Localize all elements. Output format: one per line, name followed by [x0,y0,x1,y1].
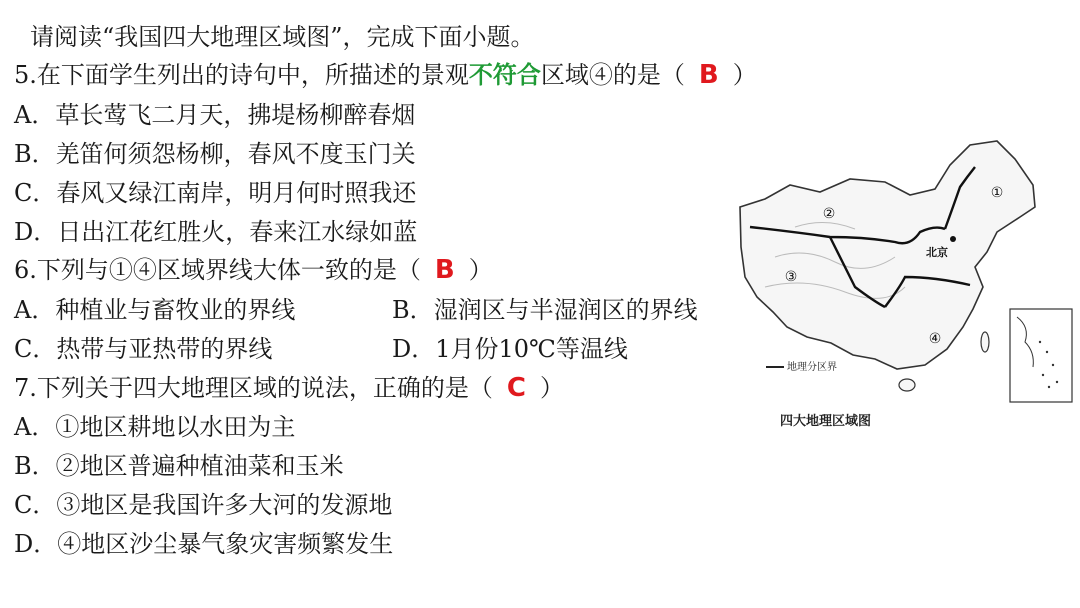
question-7-stem [14,371,564,405]
q5-close: ） [732,61,757,89]
region-2-label: ② [822,206,836,222]
intro-text: 请阅读“我国四大地理区域图”，完成下面小题。 [30,23,535,51]
taiwan-island [981,332,989,352]
q5-stem-post: 区域④的是（ [540,61,685,89]
q6-answer: B [434,255,455,285]
q5-stem-pre: 5.在下面学生列出的诗句中，所描述的景观 [14,61,469,89]
q6-option-b: B．湿润区与半湿润区的界线 [392,296,698,324]
map-caption: 四大地理区域图 [780,414,872,429]
q6-options-row-1 [14,293,734,327]
legend-label: 地理分区界 [787,362,837,373]
q6-option-a: A．种植业与畜牧业的界线 [14,296,296,324]
q7-answer: C [506,373,526,403]
q7-option-d: D．④地区沙尘暴气象灾害频繁发生 [14,530,394,558]
q6-close: ） [468,256,493,284]
q6-option-c: C．热带与亚热带的界线 [14,335,273,363]
q5-option-a: A．草长莺飞二月天，拂堤杨柳醉春烟 [14,101,416,129]
q6-option-d: D．1月份10℃等温线 [392,335,628,363]
q6-stem: 6.下列与①④区域界线大体一致的是（ [14,256,421,284]
hainan-island [899,379,915,391]
q5-option-d: D．日出江花红胜火，春来江水绿如蓝 [14,218,418,246]
q5-option-b: B．羌笛何须怨杨柳，春风不度玉门关 [14,140,416,168]
beijing-label: 北京 [926,246,948,259]
q5-stem-highlight: 不符合 [468,61,541,89]
q7-close: ） [540,374,564,402]
region-4-label: ④ [928,331,942,347]
question-5-stem [14,58,757,92]
q7-stem: 7.下列关于四大地理区域的说法，正确的是（ [14,374,493,402]
q5-option-c: C．春风又绿江南岸，明月何时照我还 [14,179,417,207]
map-legend [766,358,837,373]
region-3-label: ③ [784,269,798,285]
beijing-marker [950,236,956,242]
q7-option-b: B．②地区普遍种植油菜和玉米 [14,452,344,480]
question-6-stem [14,253,493,287]
q7-option-c: C．③地区是我国许多大河的发源地 [14,491,393,519]
china-regions-map [735,137,1080,437]
q6-options-row-2 [14,332,734,366]
q7-option-a: A．①地区耕地以水田为主 [14,413,296,441]
q5-answer: B [698,60,719,90]
legend-line-swatch [766,366,784,368]
region-1-label: ① [990,185,1004,201]
south-china-sea-inset [1010,309,1072,402]
